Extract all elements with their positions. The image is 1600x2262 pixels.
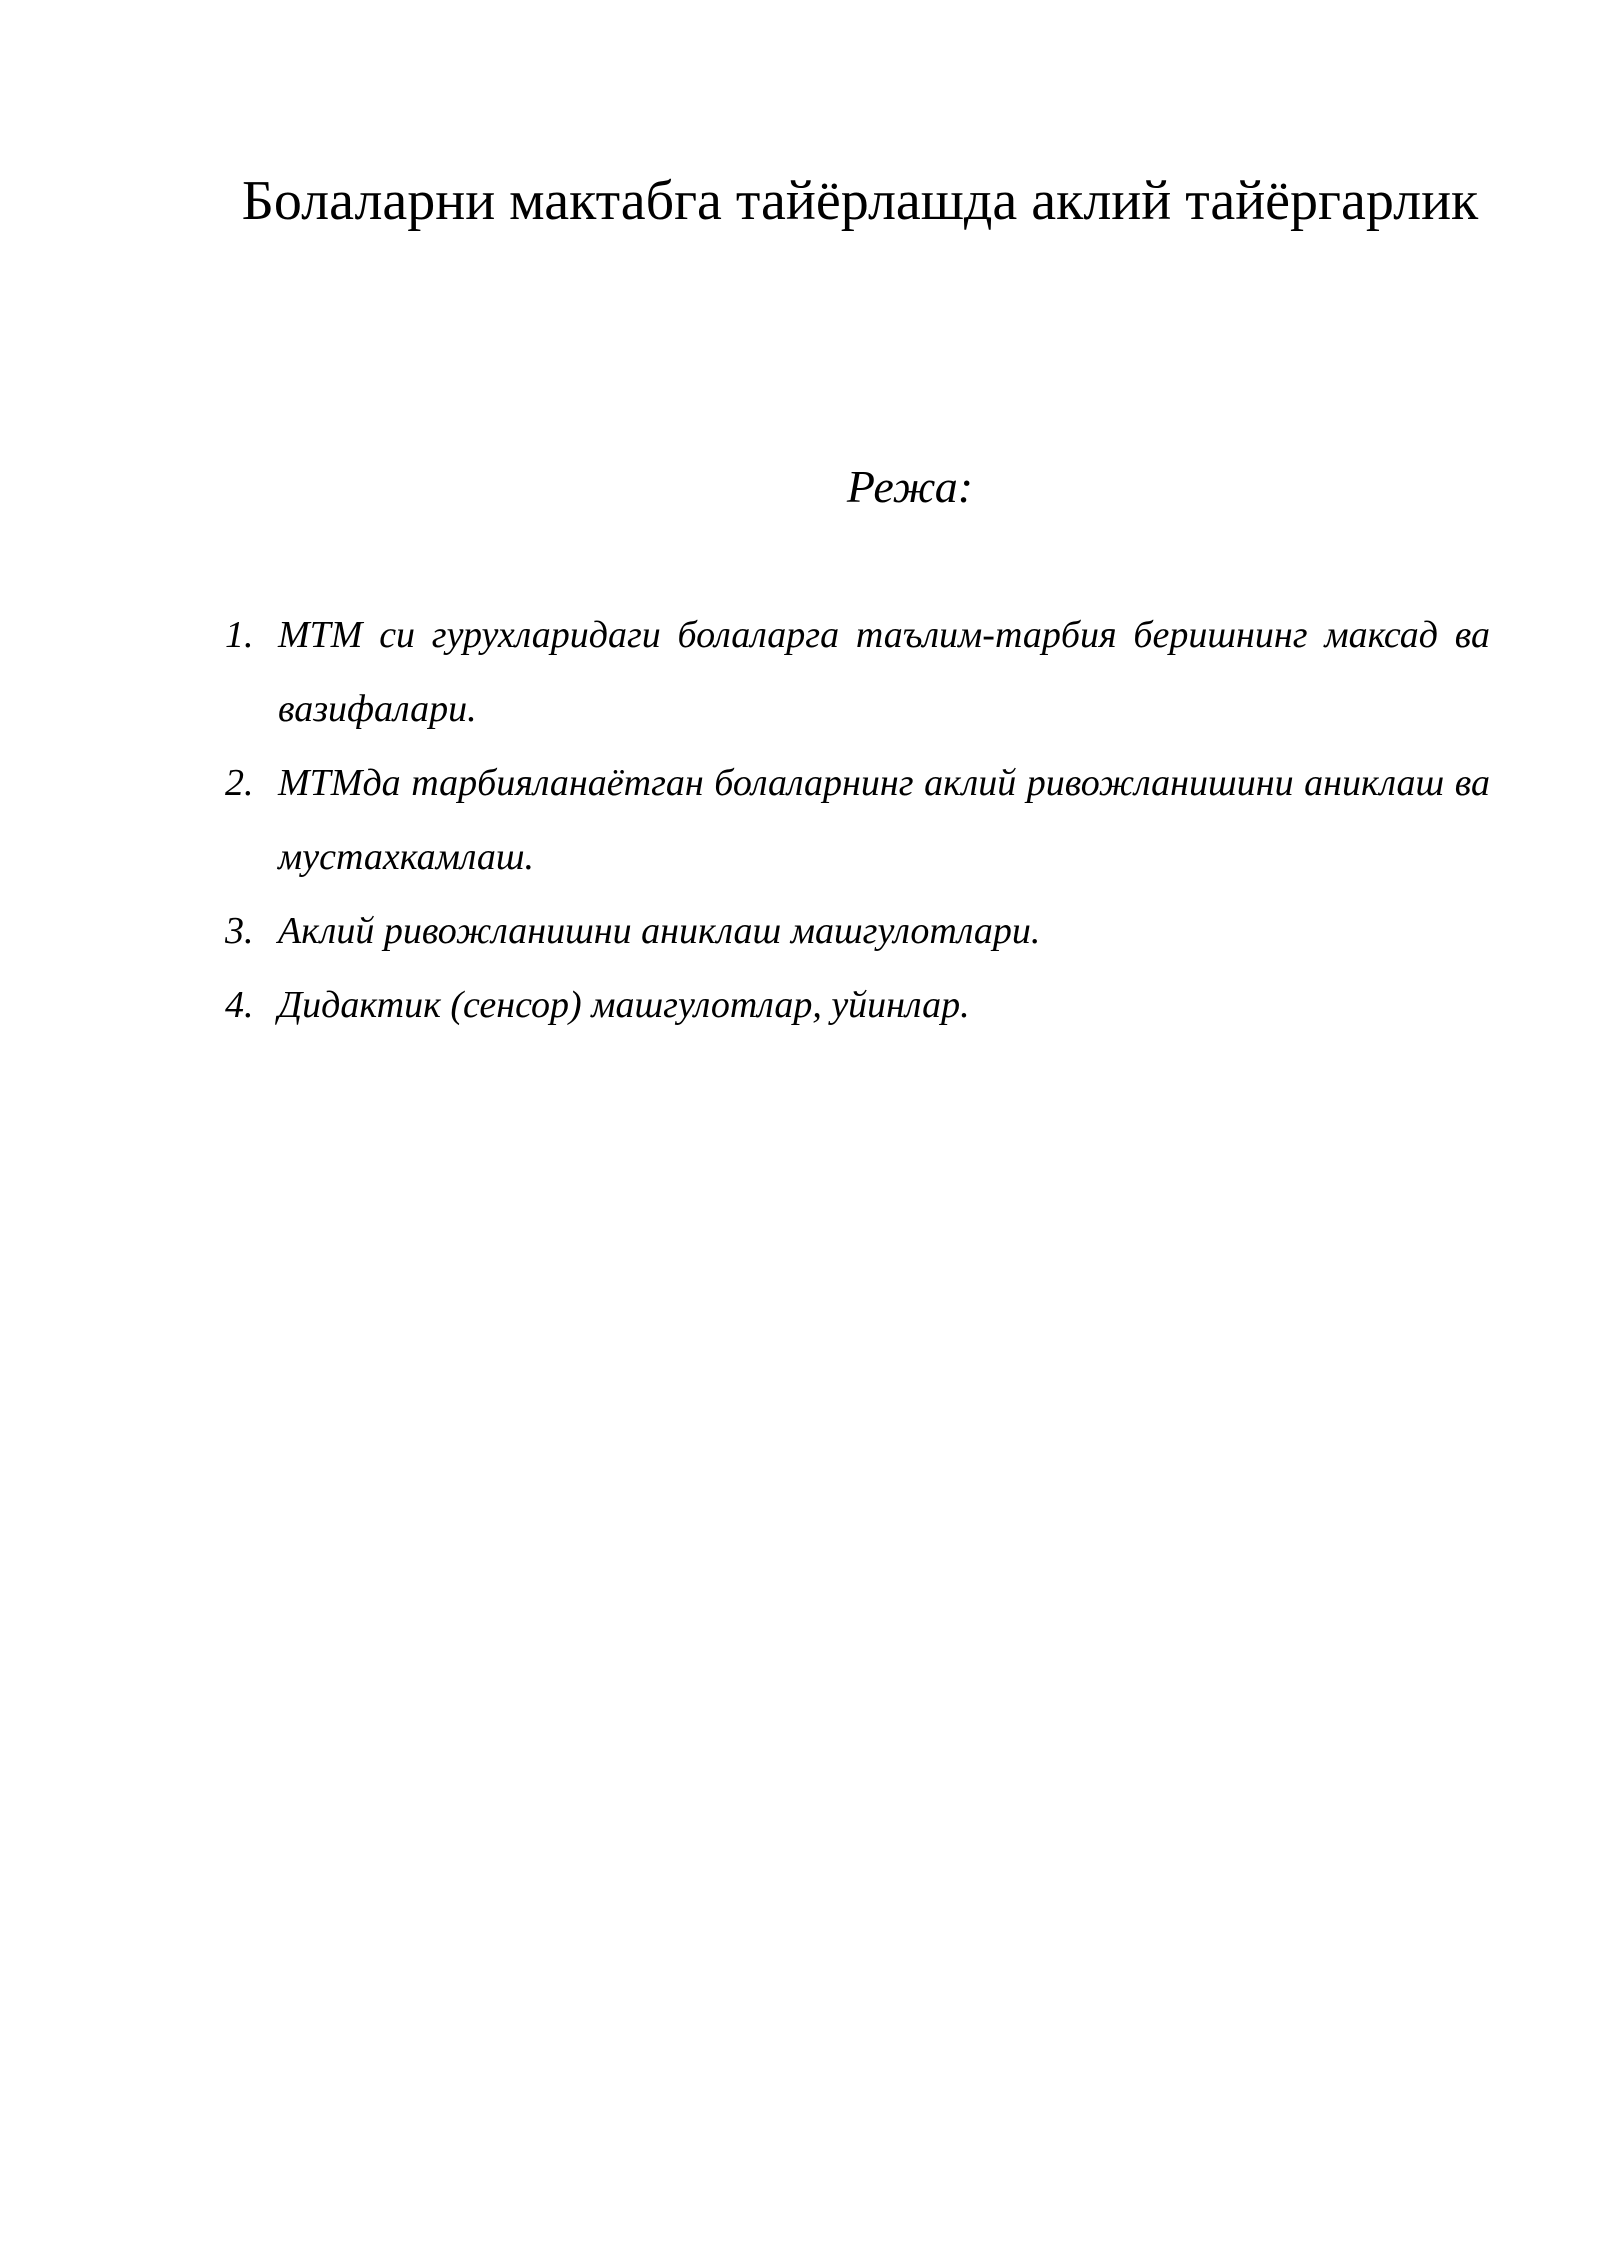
- plan-item-number: 1.: [225, 614, 254, 656]
- plan-item-4: [225, 968, 1490, 1042]
- plan-item-text: МТМда тарбияланаётган болаларнинг аклий ривожланишини аниклаш ва мустахкамлаш.: [278, 762, 1490, 878]
- plan-item-text: МТМ си гурухларидаги болаларга таълим-тарбия беришнинг максад ва вазифалари.: [278, 614, 1490, 730]
- plan-heading: Режа:: [846, 461, 974, 512]
- plan-item-number: 4.: [225, 984, 254, 1026]
- plan-item-2: [225, 746, 1490, 894]
- plan-item-text: Аклий ривожланишни аниклаш машгулотлари.: [278, 910, 1041, 952]
- plan-item-number: 2.: [225, 762, 254, 804]
- page-title: Болаларни мактабга тайёрлашда аклий тайёргарлик: [241, 170, 1479, 232]
- plan-item-3: [225, 894, 1490, 968]
- plan-item-text: Дидактик (сенсор) машгулотлар, уйинлар.: [278, 984, 970, 1026]
- plan-item-number: 3.: [225, 910, 254, 952]
- plan-list: [225, 598, 1490, 1042]
- plan-item-1: [225, 598, 1490, 746]
